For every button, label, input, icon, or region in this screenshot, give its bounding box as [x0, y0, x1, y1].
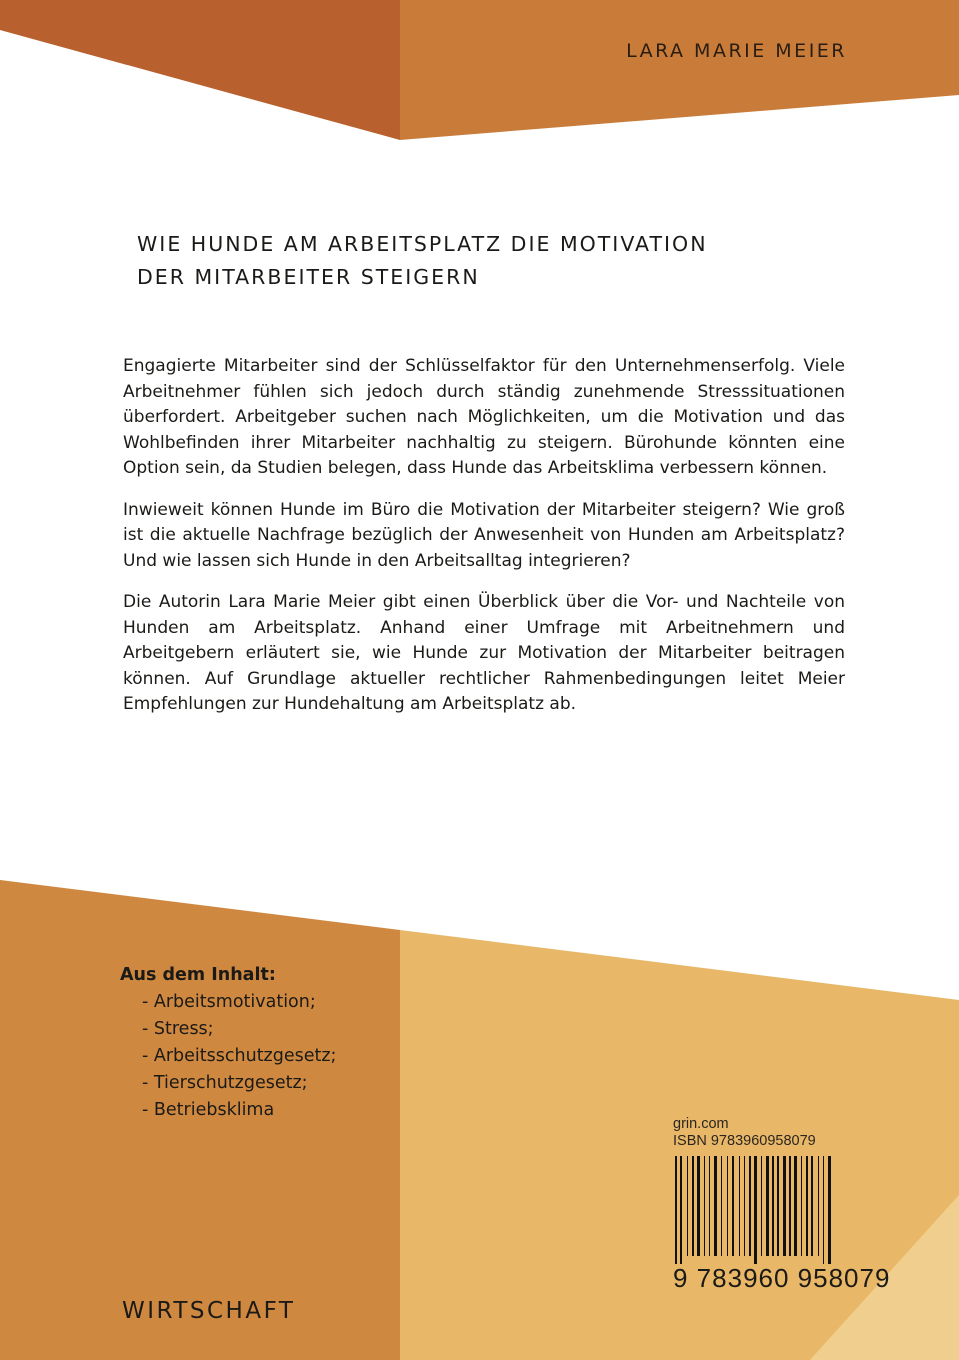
- blurb-paragraph-2: Inwieweit können Hunde im Büro die Motivation der Mitarbeiter steigern? Wie groß ist die aktuelle Nachfrage bezüglich der Anwesenheit von Hunden am Arbeitsplatz? Und wie lassen sich Hunde in den Arbeitsalltag integrieren?: [123, 499, 845, 571]
- header-band-dark: [0, 0, 400, 140]
- header-band-light: [400, 0, 959, 140]
- barcode-icon: [673, 1156, 881, 1266]
- blurb: [123, 354, 845, 734]
- author-name: LARA MARIE MEIER: [626, 40, 847, 62]
- contents-item: - Stress;: [142, 1016, 336, 1043]
- contents-section: [120, 962, 336, 1124]
- category-label: WIRTSCHAFT: [122, 1298, 296, 1324]
- contents-item: - Tierschutzgesetz;: [142, 1070, 336, 1097]
- contents-heading: Aus dem Inhalt:: [120, 965, 276, 985]
- book-title-line-1: WIE HUNDE AM ARBEITSPLATZ DIE MOTIVATION: [137, 232, 708, 256]
- isbn-block: [673, 1116, 893, 1294]
- book-title-line-2: DER MITARBEITER STEIGERN: [137, 265, 480, 289]
- contents-item: - Arbeitsschutzgesetz;: [142, 1043, 336, 1070]
- blurb-paragraph-3: Die Autorin Lara Marie Meier gibt einen Überblick über die Vor- und Nachteile von Hunden am Arbeitsplatz. Anhand einer Umfrage mit Arbeitnehmern und Arbeitgebern erläutert sie, wie Hunde zur Motivation der Mitarbeiter beitragen können. Auf Grundlage aktueller rechtlicher Rahmenbedingungen leitet Meier Empfehlungen zur Hundehaltung am Arbeitsplatz ab.: [123, 592, 845, 714]
- contents-list: [120, 989, 336, 1124]
- publisher-website: grin.com: [673, 1116, 729, 1132]
- contents-item: - Betriebsklima: [142, 1097, 336, 1124]
- blurb-paragraph-1: Engagierte Mitarbeiter sind der Schlüsselfaktor für den Unternehmenserfolg. Viele Arbeitnehmer fühlen sich jedoch durch ständig zunehmende Stresssituationen überfordert. Arbeitgeber suchen nach Möglichkeiten, um die Motivation und das Wohlbefinden ihrer Mitarbeiter nachhaltig zu steigern. Bürohunde könnten eine Option sein, da Studien belegen, dass Hunde das Arbeitsklima verbessern können.: [123, 356, 845, 478]
- isbn-barcode-digits: 9 783960 958079: [673, 1263, 891, 1293]
- isbn-text: ISBN 9783960958079: [673, 1133, 816, 1149]
- contents-item: - Arbeitsmotivation;: [142, 989, 336, 1016]
- book-title: [137, 228, 708, 294]
